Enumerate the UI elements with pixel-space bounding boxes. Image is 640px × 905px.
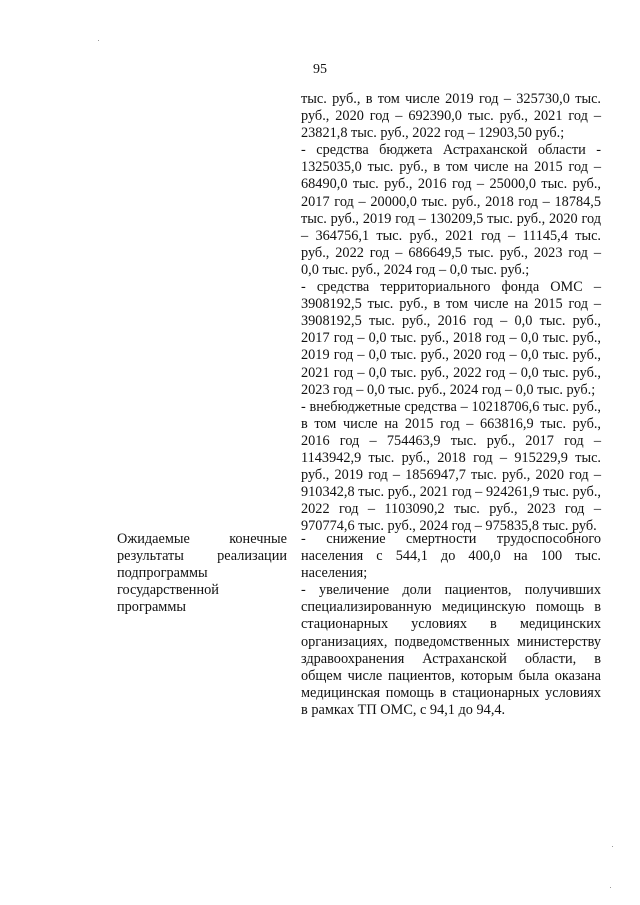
scan-speck	[98, 40, 99, 41]
financing-item-territorial-fund: - средства территориального фонда ОМС – 3908192,5 тыс. руб., в том числе на 2015 год – 3908192,5 тыс. руб., 2016 год – 0,0 тыс. руб., 2017 год – 0,0 тыс. руб., 2018 год – 0,0 тыс. руб., 2019 год – 0,0 тыс. руб., 2020 год – 0,0 тыс. руб., 2021 год – 0,0 тыс. руб., 2022 год – 0,0 тыс. руб., 2023 год – 0,0 тыс. руб., 2024 год – 0,0 тыс. руб.;	[301, 279, 601, 398]
scan-speck	[610, 887, 611, 888]
result-item-specialized-care: - увеличение доли пациентов, получивших специализированную медицинскую помощь в стационарных условиях в медицинских организациях, подведомственных министерству здравоохранения Астраханской области, в общем числе пациентов, которым была оказана медицинская помощь в стационарных условиях в рамках ТП ОМС, с 94,1 до 94,4.	[301, 582, 601, 718]
result-item-mortality: - снижение смертности трудоспособного населения с 544,1 до 400,0 на 100 тыс. населения;	[301, 531, 601, 582]
financing-item-regional-budget: - средства бюджета Астраханской области - 1325035,0 тыс. руб., в том числе на 2015 год – 68490,0 тыс. руб., 2016 год – 25000,0 тыс. руб., 2017 год – 20000,0 тыс. руб., 2018 год – 18784,5 тыс. руб., 2019 год – 130209,5 тыс. руб., 2020 год – 364756,1 тыс. руб., 2021 год – 11145,4 тыс. руб., 2022 год – 686649,5 тыс. руб., 2023 год – 0,0 тыс. руб., 2024 год – 0,0 тыс. руб.;	[301, 142, 601, 278]
results-label-cell	[117, 531, 287, 616]
page-number: 95	[313, 62, 327, 77]
results-block	[301, 531, 601, 719]
financing-block	[301, 91, 601, 535]
results-label: Ожидаемые конечные результаты реализации подпрограммы государственной программы	[117, 531, 287, 616]
financing-item-extrabudgetary: - внебюджетные средства – 10218706,6 тыс. руб., в том числе на 2015 год – 663816,9 тыс. руб., 2016 год – 754463,9 тыс. руб., 2017 год – 1143942,9 тыс. руб., 2018 год – 915229,9 тыс. руб., 2019 год – 1856947,7 тыс. руб., 2020 год – 910342,8 тыс. руб., 2021 год – 924261,9 тыс. руб., 2022 год – 1103090,2 тыс. руб., 2023 год – 970774,6 тыс. руб., 2024 год – 975835,8 тыс. руб.	[301, 398, 601, 535]
scan-speck	[612, 846, 613, 847]
financing-item-federal-continuation: тыс. руб., в том числе 2019 год – 325730,0 тыс. руб., 2020 год – 692390,0 тыс. руб., 2021 год – 23821,8 тыс. руб., 2022 год – 12903,50 руб.;	[301, 91, 601, 142]
